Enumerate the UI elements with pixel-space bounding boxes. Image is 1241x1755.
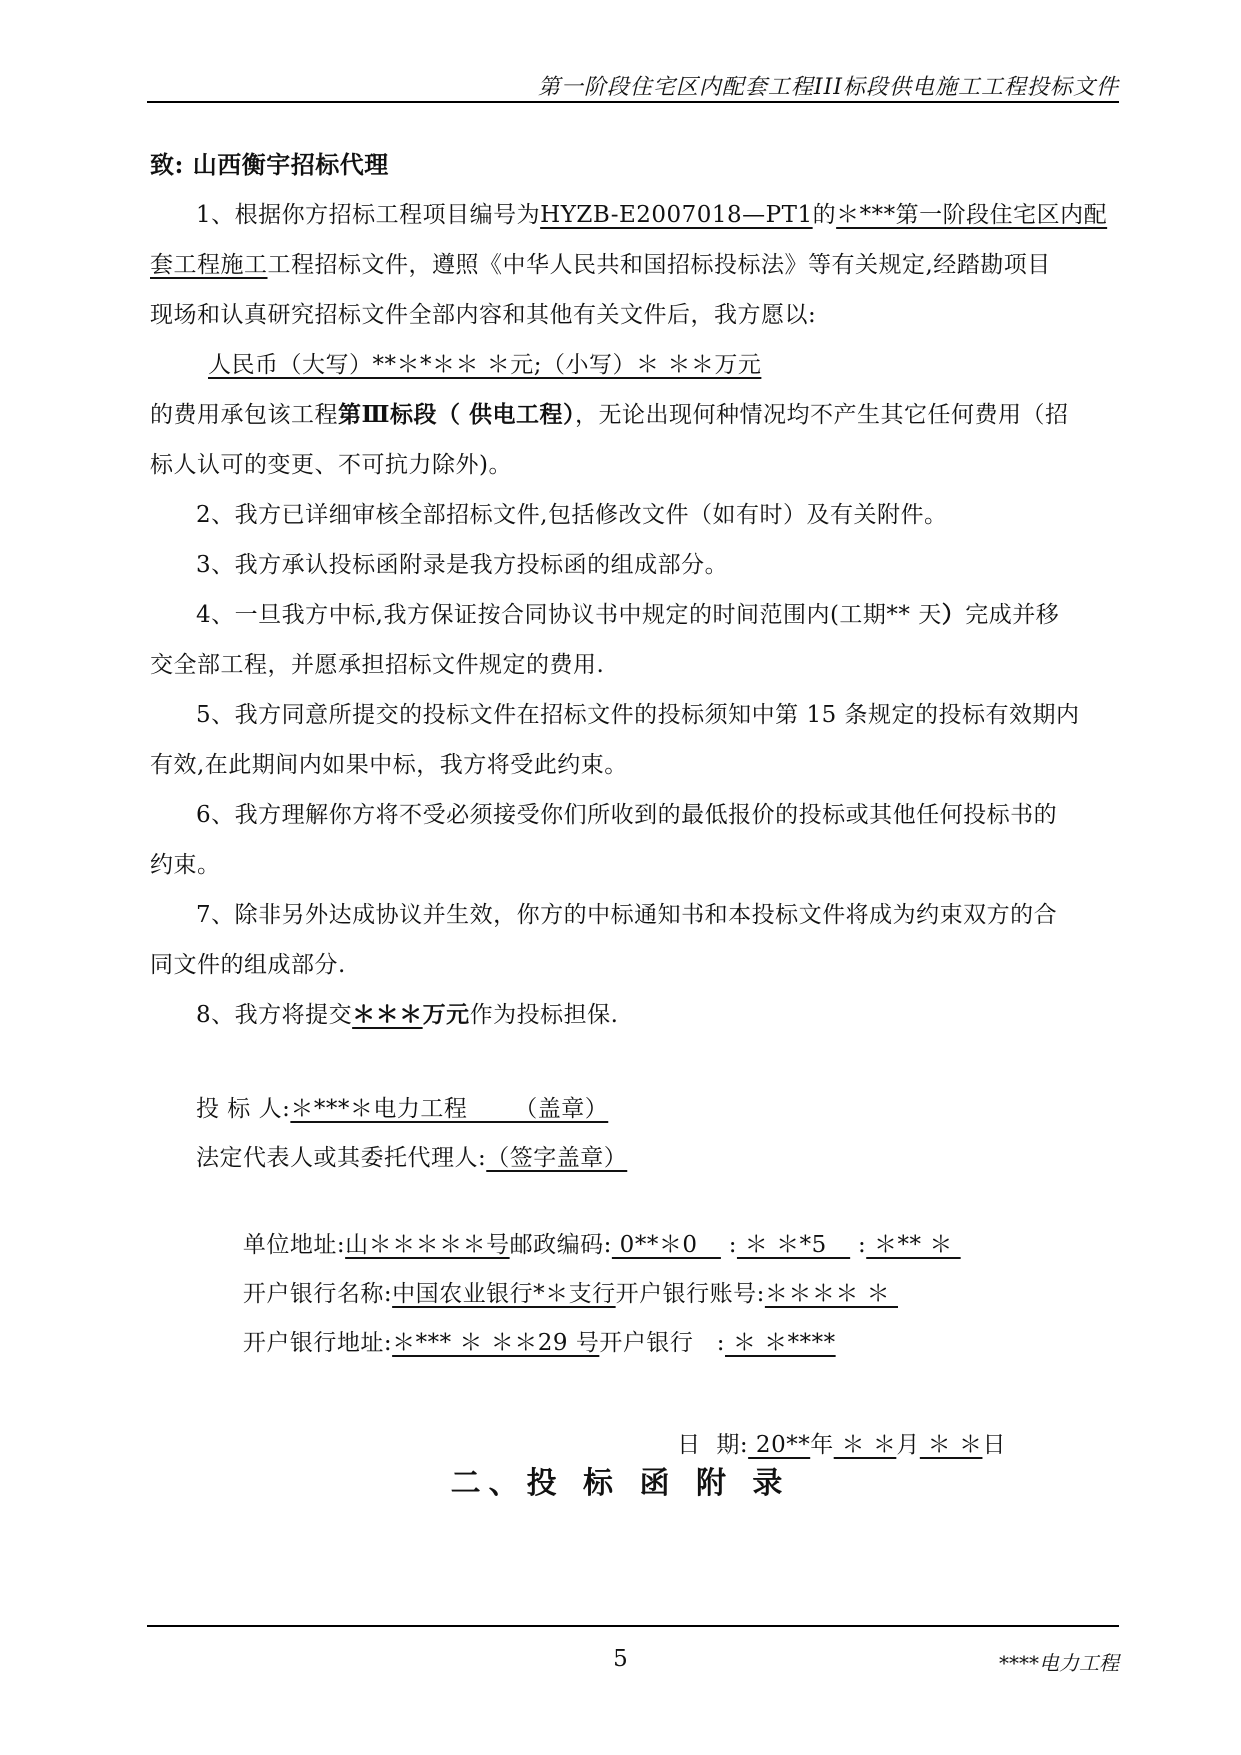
date-line: 日 期: 20**年 ＊ ＊月 ＊ ＊日 — [677, 1432, 1006, 1458]
paragraph-3: 3、我方承认投标函附录是我方投标函的组成部分。 — [196, 552, 729, 578]
paragraph-8: 8、我方将提交＊＊＊万元作为投标担保. — [196, 1001, 619, 1028]
paragraph-5-line-1: 5、我方同意所提交的投标文件在招标文件的投标须知中第 15 条规定的投标有效期内 — [196, 702, 1080, 728]
lot-label: 第Ⅲ标段（ 供电工程） — [338, 401, 576, 428]
cost-line-2: 标人认可的变更、不可抗力除外)。 — [150, 452, 512, 478]
bank-name-value: 中国农业银行*＊支行 — [392, 1281, 616, 1307]
footer-rule — [147, 1625, 1119, 1627]
section-title: 二、投 标 函 附 录 — [450, 1466, 791, 1501]
date-year: 20** — [748, 1432, 811, 1458]
date-day: ＊ ＊ — [919, 1432, 983, 1458]
phone-value: ＊ ＊*5 — [736, 1232, 851, 1258]
bank-account-value: ＊＊＊＊ ＊ — [764, 1281, 898, 1307]
price-line: 人民币（大写）**＊*＊＊ ＊元;（小写）＊ ＊＊万元 — [208, 352, 762, 378]
paragraph-1-line-1: 1、根据你方招标工程项目编号为HYZB-E2007018—PT1的＊***第一阶段住宅区内配 — [196, 202, 1108, 228]
cost-line-1: 的费用承包该工程第Ⅲ标段（ 供电工程），无论出现何种情况均不产生其它任何费用（招 — [150, 401, 1069, 428]
representative-value: （签字盖章） — [486, 1145, 628, 1171]
bidder-line: 投 标 人:＊***＊电力工程 （盖章） — [196, 1096, 609, 1122]
footer-company: ****电力工程 — [999, 1651, 1119, 1675]
header-rule — [147, 101, 1119, 103]
fax-value: ＊** ＊ — [866, 1232, 961, 1258]
date-month: ＊ ＊ — [833, 1432, 897, 1458]
postcode-value: 0**＊0 — [611, 1232, 721, 1258]
paragraph-4-line-2: 交全部工程，并愿承担招标文件规定的费用. — [150, 652, 605, 678]
paragraph-7-line-1: 7、除非另外达成协议并生效，你方的中标通知书和本投标文件将成为约束双方的合 — [196, 902, 1058, 928]
page-number: 5 — [613, 1646, 628, 1672]
paragraph-2: 2、我方已详细审核全部招标文件,包括修改文件（如有时）及有关附件。 — [196, 502, 948, 528]
representative-line: 法定代表人或其委托代理人:（签字盖章） — [196, 1145, 628, 1171]
bank-address-line: 开户银行地址:＊*** ＊ ＊＊29 号开户银行 : ＊ ＊**** — [242, 1330, 836, 1356]
address-value: 山＊＊＊＊＊号 — [345, 1232, 510, 1258]
paragraph-1-line-3: 现场和认真研究招标文件全部内容和其他有关文件后，我方愿以: — [150, 302, 817, 328]
paragraph-6-line-1: 6、我方理解你方将不受必须接受你们所收到的最低报价的投标或其他任何投标书的 — [196, 802, 1058, 828]
paragraph-7-line-2: 同文件的组成部分. — [150, 952, 346, 978]
paragraph-6-line-2: 约束。 — [150, 852, 221, 878]
bank-line: 开户银行名称:中国农业银行*＊支行开户银行账号:＊＊＊＊ ＊ — [242, 1281, 898, 1307]
bank-address-value: ＊*** ＊ ＊＊29 号 — [392, 1330, 600, 1356]
letter-body — [150, 146, 1118, 1356]
bond-amount: ＊＊＊ — [352, 1001, 423, 1028]
running-header: 第一阶段住宅区内配套工程III标段供电施工工程投标文件 — [537, 75, 1119, 100]
bank-value-2: ＊ ＊**** — [725, 1330, 836, 1356]
paragraph-4-line-1: 4、一旦我方中标,我方保证按合同协议书中规定的时间范围内(工期** 天）完成并移 — [196, 601, 1060, 628]
project-code: HYZB-E2007018—PT1 — [540, 202, 813, 228]
salutation: 致: 山西衡宇招标代理 — [150, 150, 389, 179]
bidder-name: ＊***＊电力工程 （盖章） — [290, 1096, 609, 1122]
project-name-part: ＊***第一阶段住宅区内配 — [836, 202, 1108, 228]
address-line: 单位地址:山＊＊＊＊＊号邮政编码: 0**＊0 : ＊ ＊*5 : ＊** ＊ — [242, 1232, 961, 1258]
paragraph-5-line-2: 有效,在此期间内如果中标，我方将受此约束。 — [150, 752, 628, 778]
paragraph-1-line-2: 套工程施工工程招标文件，遵照《中华人民共和国招标投标法》等有关规定,经踏勘项目 — [150, 252, 1051, 278]
